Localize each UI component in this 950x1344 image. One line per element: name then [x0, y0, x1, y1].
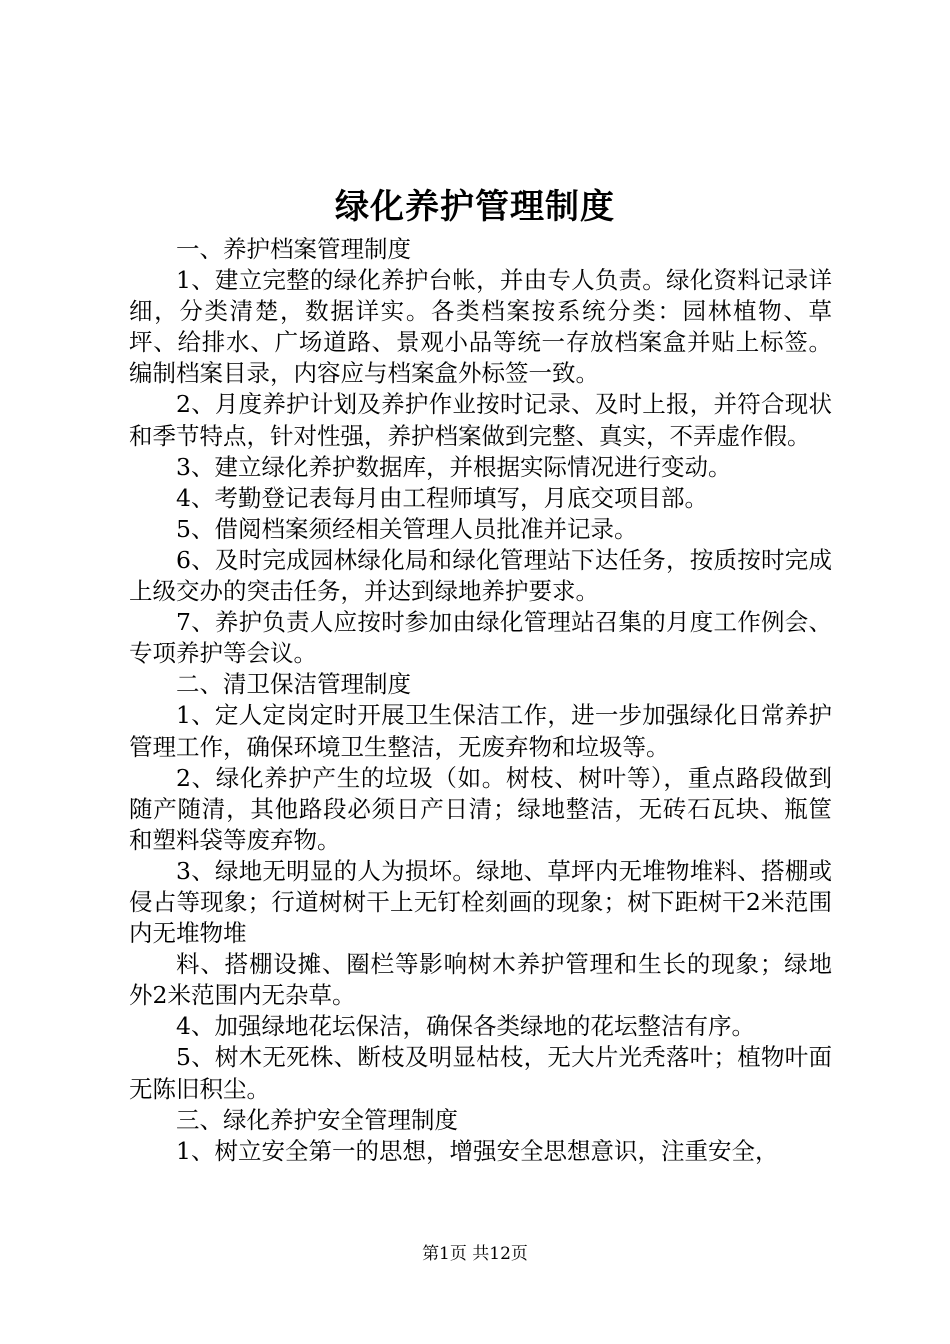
paragraph: 4、考勤登记表每月由工程师填写，月底交项目部。	[176, 483, 708, 512]
document-title: 绿化养护管理制度	[335, 187, 615, 227]
paragraph: 4、加强绿地花坛保洁，确保各类绿地的花坛整洁有序。	[176, 1012, 755, 1041]
section-heading: 一、养护档案管理制度	[176, 235, 411, 263]
section-heading: 二、清卫保洁管理制度	[176, 670, 411, 699]
paragraph: 料、搭棚设摊、圈栏等影响树木养护管理和生长的现象；绿地外2米范围内无杂草。	[129, 950, 832, 1010]
paragraph: 7、养护负责人应按时参加由绿化管理站召集的月度工作例会、专项养护等会议。	[129, 608, 832, 668]
paragraph: 2、绿化养护产生的垃圾（如。树枝、树叶等），重点路段做到随产随清，其他路段必须日产日清；绿地整洁，无砖石瓦块、瓶筐和塑料袋等废弃物。	[129, 763, 832, 854]
paragraph: 5、树木无死株、断枝及明显枯枝，无大片光秃落叶；植物叶面无陈旧积尘。	[129, 1043, 832, 1103]
paragraph: 2、月度养护计划及养护作业按时记录、及时上报，并符合现状和季节特点，针对性强，养护档案做到完整、真实，不弄虚作假。	[129, 390, 832, 450]
paragraph: 1、定人定岗定时开展卫生保洁工作，进一步加强绿化日常养护管理工作，确保环境卫生整洁，无废弃物和垃圾等。	[129, 701, 832, 761]
document-body	[129, 234, 832, 1167]
paragraph: 3、绿地无明显的人为损坏。绿地、草坪内无堆物堆料、搭棚或侵占等现象；行道树树干上无钉栓刻画的现象；树下距树干2米范围内无堆物堆	[129, 856, 832, 948]
paragraph: 1、建立完整的绿化养护台帐，并由专人负责。绿化资料记录详细，分类清楚，数据详实。各类档案按系统分类：园林植物、草坪、给排水、广场道路、景观小品等统一存放档案盒并贴上标签。编制档案目录，内容应与档案盒外标签一致。	[129, 266, 832, 388]
paragraph: 1、树立安全第一的思想，增强安全思想意识，注重安全，	[176, 1136, 779, 1165]
paragraph: 5、借阅档案须经相关管理人员批准并记录。	[176, 514, 638, 543]
section-heading: 三、绿化养护安全管理制度	[176, 1105, 458, 1134]
paragraph: 3、建立绿化养护数据库，并根据实际情况进行变动。	[176, 452, 732, 481]
page-footer: 第1页 共12页	[422, 1244, 528, 1264]
paragraph: 6、及时完成园林绿化局和绿化管理站下达任务，按质按时完成上级交办的突击任务，并达到绿地养护要求。	[129, 545, 832, 606]
